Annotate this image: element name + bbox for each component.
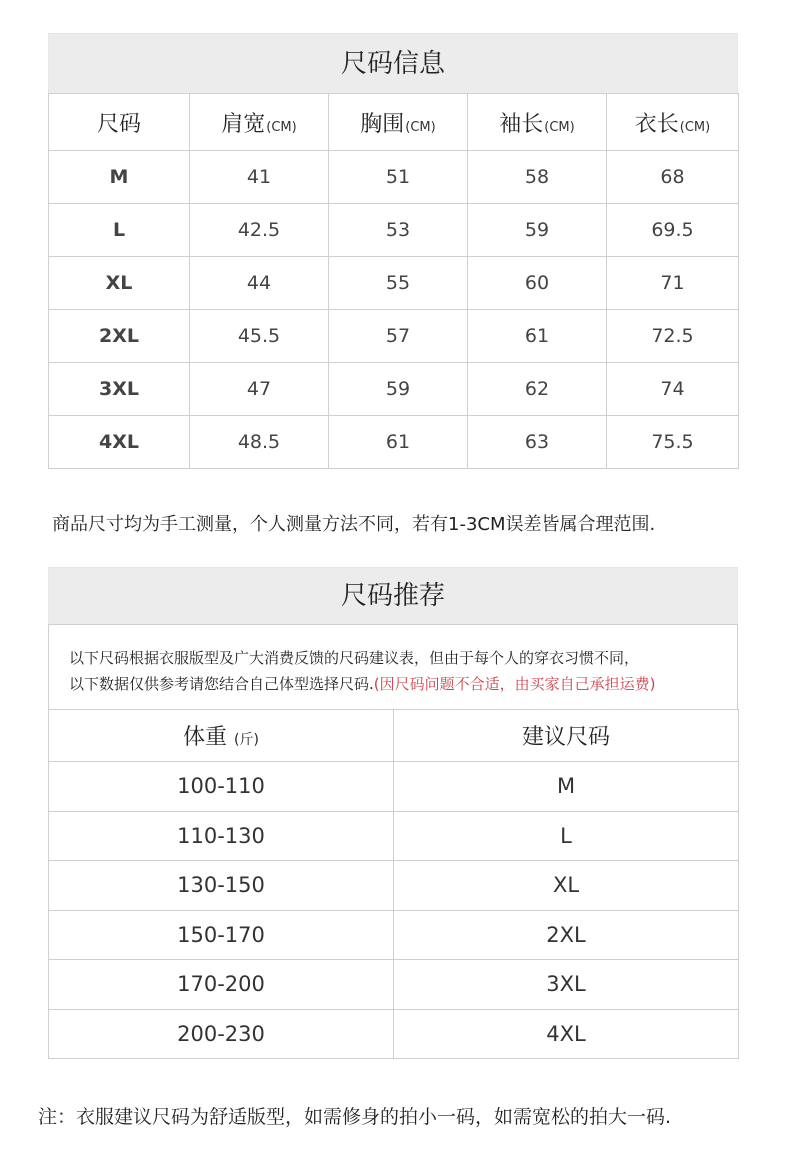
- sleeve-cell: 59: [468, 204, 607, 257]
- sleeve-cell: 61: [468, 310, 607, 363]
- table-row: [49, 1009, 739, 1059]
- chest-cell: 57: [329, 310, 468, 363]
- table-row: [49, 960, 739, 1010]
- size-cell: 3XL: [49, 363, 190, 416]
- table-row: [49, 762, 739, 812]
- weight-cell: 150-170: [49, 910, 394, 960]
- size-table: [48, 93, 739, 469]
- suggested-size-cell: 4XL: [394, 1009, 739, 1059]
- size-table-header: [49, 94, 739, 151]
- shoulder-cell: 48.5: [190, 416, 329, 469]
- table-row: [49, 811, 739, 861]
- shoulder-cell: 44: [190, 257, 329, 310]
- suggested-size-cell: XL: [394, 861, 739, 911]
- table-row: [49, 204, 739, 257]
- shoulder-cell: 41: [190, 151, 329, 204]
- sleeve-cell: 63: [468, 416, 607, 469]
- size-recommend-section: [48, 567, 738, 1057]
- suggested-size-cell: M: [394, 762, 739, 812]
- suggested-size-cell: 3XL: [394, 960, 739, 1010]
- chest-cell: 55: [329, 257, 468, 310]
- recommend-desc-line2: 以下数据仅供参考请您结合自己体型选择尺码.(因尺码问题不合适，由买家自己承担运费): [69, 675, 656, 693]
- size-cell: 4XL: [49, 416, 190, 469]
- weight-cell: 100-110: [49, 762, 394, 812]
- footer-note: 注：衣服建议尺码为舒适版型，如需修身的拍小一码，如需宽松的拍大一码.: [38, 1106, 672, 1128]
- header-sleeve: 袖长(CM): [468, 94, 607, 151]
- size-cell: L: [49, 204, 190, 257]
- length-cell: 69.5: [607, 204, 739, 257]
- sleeve-cell: 60: [468, 257, 607, 310]
- recommend-table-header: [49, 710, 739, 762]
- chest-cell: 59: [329, 363, 468, 416]
- weight-cell: 170-200: [49, 960, 394, 1010]
- header-suggested-size: 建议尺码: [394, 710, 739, 762]
- length-cell: 71: [607, 257, 739, 310]
- table-row: [49, 257, 739, 310]
- header-chest: 胸围(CM): [329, 94, 468, 151]
- header-length: 衣长(CM): [607, 94, 739, 151]
- size-recommend-title: 尺码推荐: [48, 567, 738, 624]
- shoulder-cell: 42.5: [190, 204, 329, 257]
- shipping-warning: (因尺码问题不合适，由买家自己承担运费): [373, 675, 656, 693]
- recommend-description: [48, 624, 738, 709]
- table-row: [49, 861, 739, 911]
- length-cell: 74: [607, 363, 739, 416]
- length-cell: 72.5: [607, 310, 739, 363]
- suggested-size-cell: 2XL: [394, 910, 739, 960]
- sleeve-cell: 62: [468, 363, 607, 416]
- chest-cell: 61: [329, 416, 468, 469]
- shoulder-cell: 45.5: [190, 310, 329, 363]
- header-weight: 体重 (斤): [49, 710, 394, 762]
- header-shoulder: 肩宽(CM): [190, 94, 329, 151]
- table-row: [49, 416, 739, 469]
- size-cell: M: [49, 151, 190, 204]
- header-size: 尺码: [49, 94, 190, 151]
- length-cell: 75.5: [607, 416, 739, 469]
- recommend-table: [48, 709, 739, 1059]
- sleeve-cell: 58: [468, 151, 607, 204]
- recommend-desc-line1: 以下尺码根据衣服版型及广大消费反馈的尺码建议表，但由于每个人的穿衣习惯不同，: [69, 649, 640, 667]
- chest-cell: 51: [329, 151, 468, 204]
- size-cell: XL: [49, 257, 190, 310]
- table-row: [49, 151, 739, 204]
- table-row: [49, 363, 739, 416]
- length-cell: 68: [607, 151, 739, 204]
- size-info-section: [48, 33, 738, 470]
- size-cell: 2XL: [49, 310, 190, 363]
- weight-cell: 130-150: [49, 861, 394, 911]
- weight-cell: 200-230: [49, 1009, 394, 1059]
- shoulder-cell: 47: [190, 363, 329, 416]
- table-row: [49, 910, 739, 960]
- chest-cell: 53: [329, 204, 468, 257]
- suggested-size-cell: L: [394, 811, 739, 861]
- size-info-title: 尺码信息: [48, 33, 738, 93]
- measurement-note: 商品尺寸均为手工测量，个人测量方法不同，若有1-3CM误差皆属合理范围.: [52, 514, 656, 535]
- weight-cell: 110-130: [49, 811, 394, 861]
- table-row: [49, 310, 739, 363]
